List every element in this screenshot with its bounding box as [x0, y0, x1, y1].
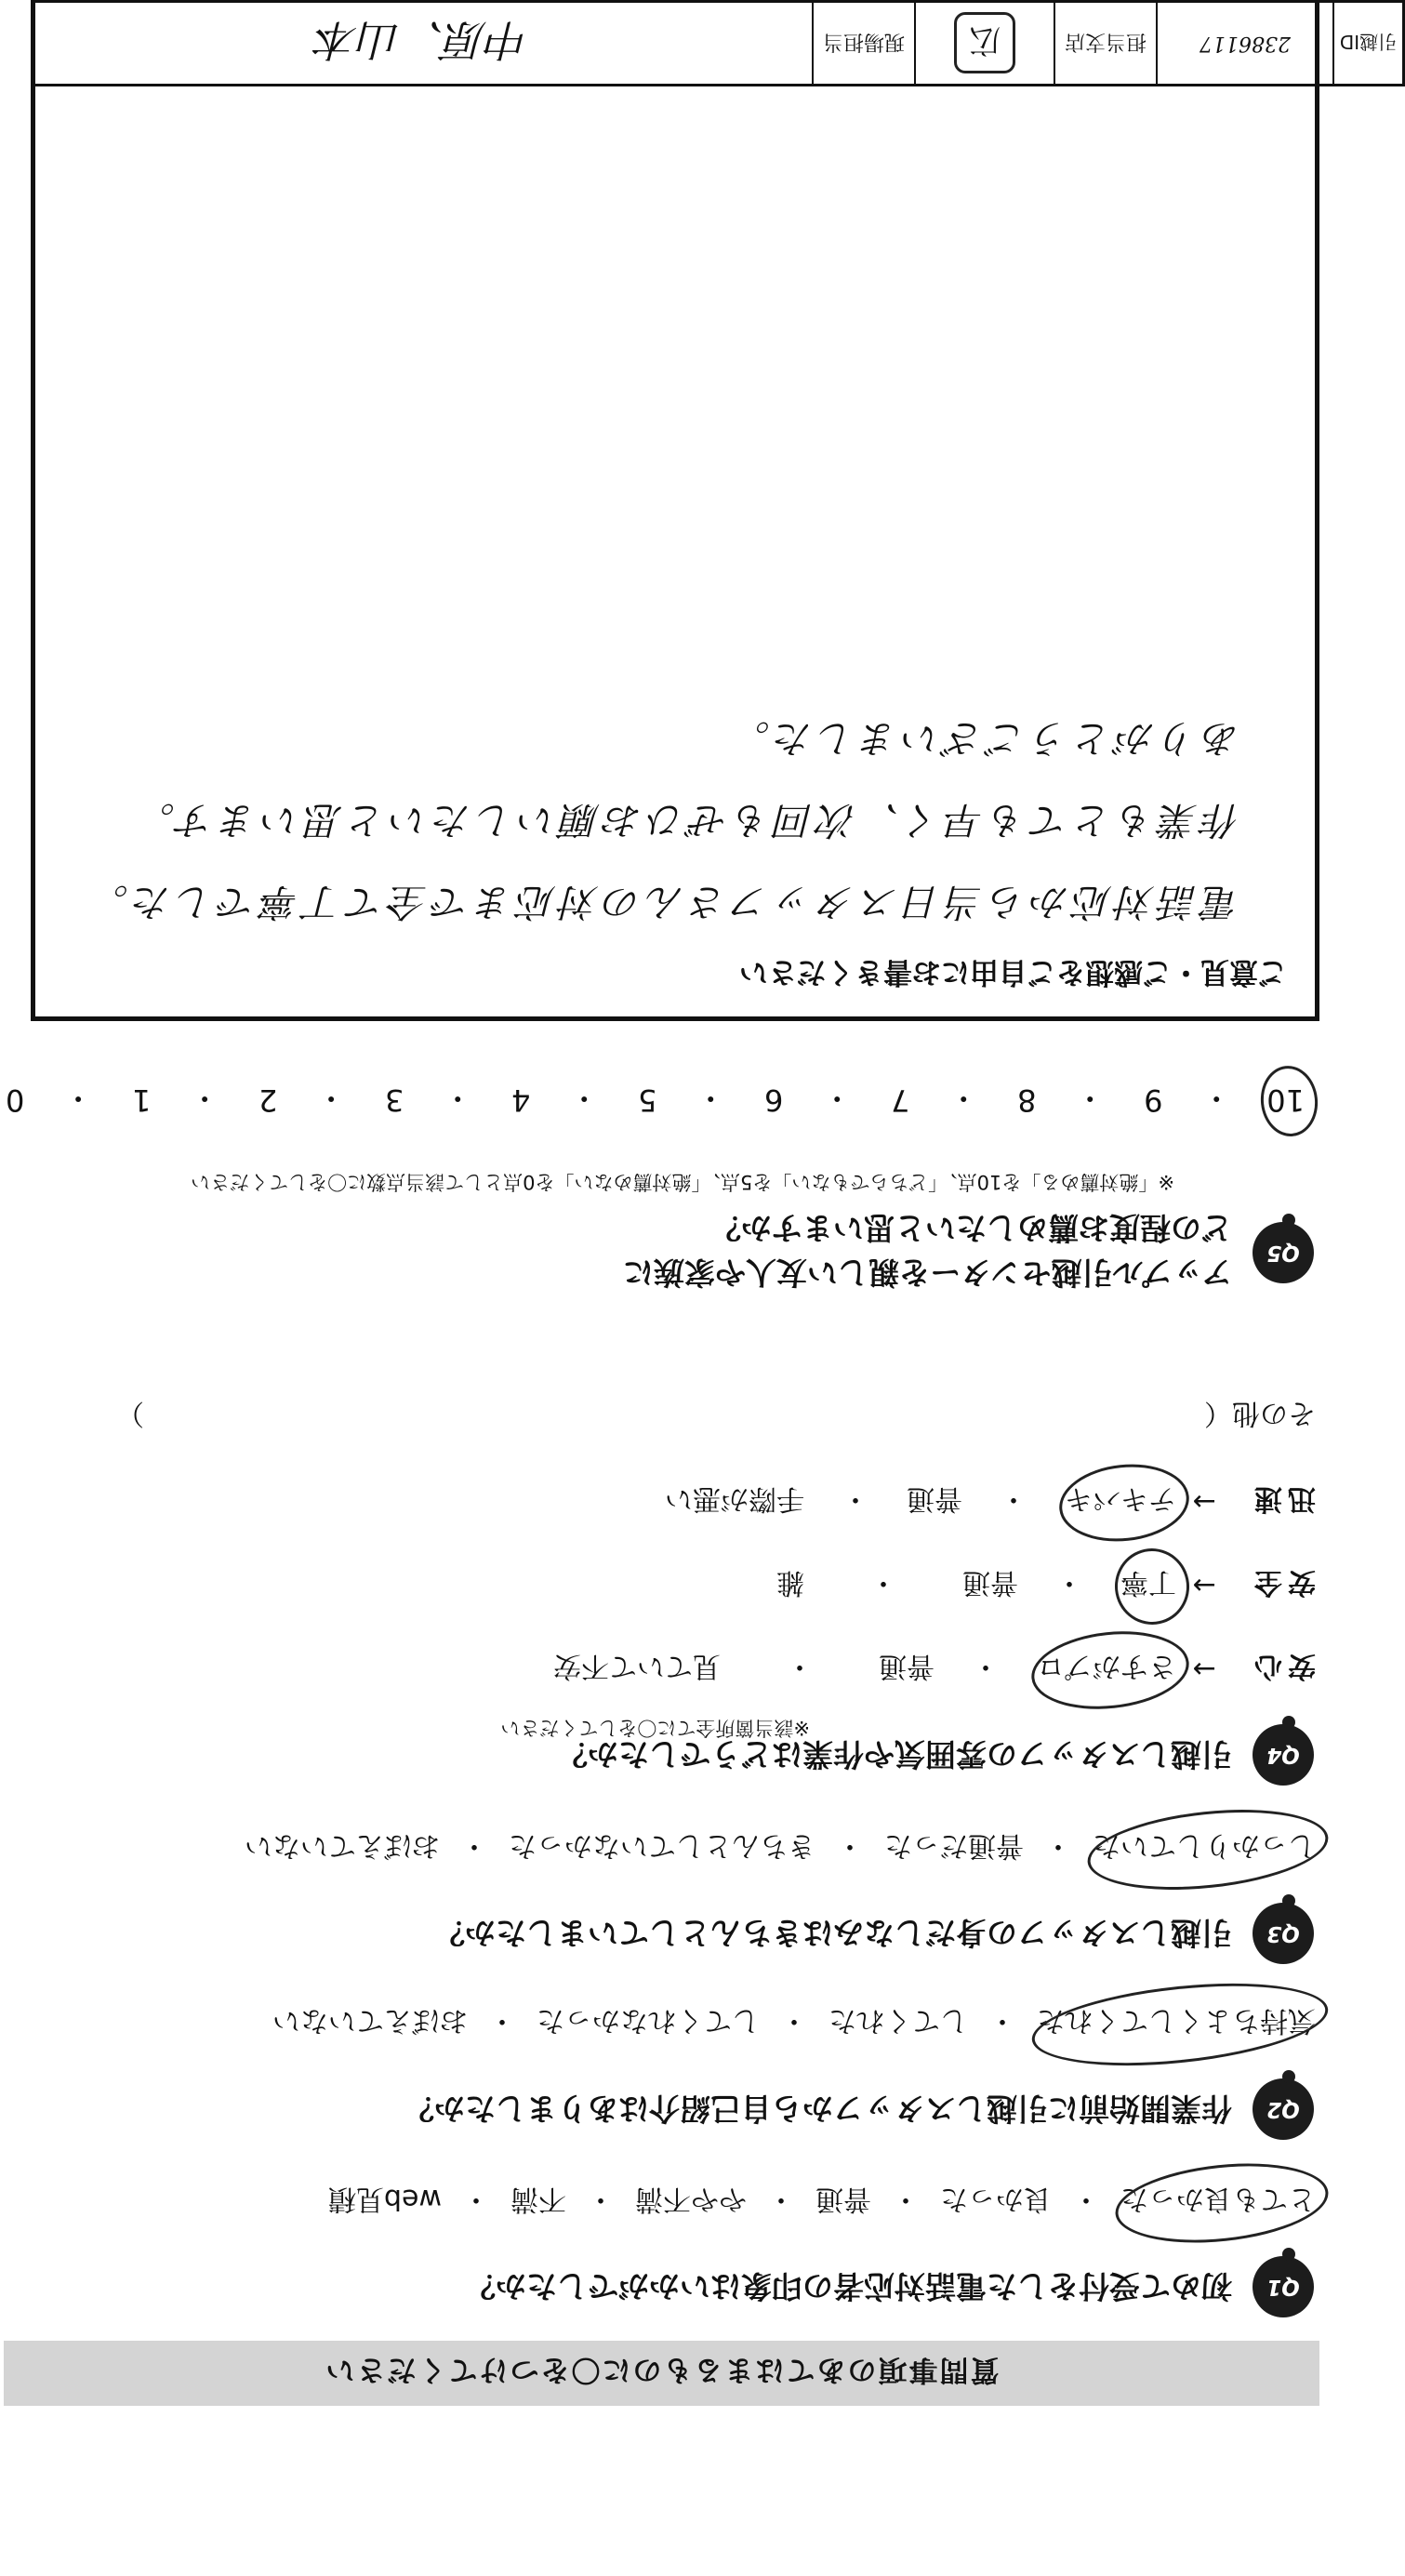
arrow-icon: → [1192, 1653, 1216, 1686]
q4-row-category: 安全 [1249, 1566, 1316, 1599]
q5-score[interactable]: 6 [764, 1082, 784, 1118]
q5-score-selected[interactable]: 10 [1266, 1082, 1305, 1118]
q2-option[interactable]: おぼえていない [272, 2004, 468, 2037]
q1-option[interactable]: web見積 [327, 2183, 442, 2215]
comment-line: 電話対応から当日スタッフさんの対応まで全て丁寧でした。 [86, 880, 1240, 924]
q4-option-selected[interactable]: 丁寧 [1120, 1565, 1176, 1606]
q4-note: ※該当箇所全てに〇をしてください [500, 1717, 810, 1739]
q5-badge: Q5 [1253, 1222, 1314, 1283]
q5-score[interactable]: 3 [385, 1082, 404, 1118]
q5-score[interactable]: 8 [1017, 1082, 1037, 1118]
q4-option[interactable]: 普通 [962, 1566, 1018, 1599]
id-value: 2386117 [1156, 3, 1332, 84]
footer-table [31, 0, 1405, 86]
q5-text-line2: どの程度お薦めしたいと思いますか？ [710, 1210, 1232, 1246]
q1-text: 初めて受付をした電話対応者の印象はいかがでしたか？ [465, 2268, 1232, 2304]
q1-option[interactable]: やや不満 [635, 2183, 747, 2215]
q1-options: とても良かった ・ 良かった ・ 普通 ・ やや不満 ・ 不満 ・ web見積 [328, 2182, 1316, 2223]
q4-option[interactable]: 雑 [776, 1566, 804, 1599]
q5-score[interactable]: 5 [638, 1082, 657, 1118]
q4-row-anshin: 安心 → さすがプロ ・ 普通 ・ 見ていて不安 [553, 1649, 1316, 1690]
q4-other-close: ） [116, 1397, 144, 1429]
q5-scale: 10 ・ 9 ・ 8 ・ 7 ・ 6 ・ 5 ・ 4 ・ 3 ・ 2 ・ 1 ・ 0 [2, 1079, 1305, 1122]
q4-other [116, 1396, 1316, 1437]
q4-row-category: 迅速 [1249, 1482, 1316, 1515]
comment-line: ありがとうございました。 [727, 716, 1240, 761]
q3-option[interactable]: きちんとしていなかった [509, 1829, 815, 1862]
q2-option[interactable]: してくれなかった [537, 2004, 760, 2037]
q4-option[interactable]: 普通 [879, 1650, 934, 1682]
q1-option-selected[interactable]: とても良かった [1120, 2182, 1316, 2223]
q2-options: 気持ちよくしてくれた ・ してくれた ・ してくれなかった ・ おぼえていない [272, 2003, 1316, 2044]
q3-badge: Q3 [1253, 1903, 1314, 1964]
q1-option[interactable]: 普通 [815, 2183, 871, 2215]
q2-text: 作業開始前に引越しスタッフから自己紹介はありましたか？ [404, 2091, 1232, 2127]
q4-row-anzen: 安全 → 丁寧 ・ 普通 ・ 雑 [776, 1565, 1316, 1606]
leader-label: 現場担当 [812, 3, 914, 84]
q1-option[interactable]: 良かった [940, 2183, 1052, 2215]
q2-option[interactable]: してくれた [828, 2004, 968, 2037]
q5-score[interactable]: 0 [5, 1082, 25, 1118]
q5-score[interactable]: 9 [1144, 1082, 1163, 1118]
arrow-icon: → [1192, 1485, 1216, 1519]
q4-row-jinsoku: 迅速 → テキパキ ・ 普通 ・ 手際が悪い [665, 1481, 1316, 1522]
q4-option[interactable]: 手際が悪い [665, 1482, 804, 1515]
comment-line: 作業もとても早く、次回もぜひお願いしたいと思います。 [132, 798, 1240, 843]
q4-row-category: 安心 [1249, 1650, 1316, 1682]
q1-badge: Q1 [1253, 2256, 1314, 2317]
q4-other-label: その他（ [1204, 1397, 1316, 1429]
q1-option[interactable]: 不満 [510, 2183, 566, 2215]
comment-box[interactable] [31, 0, 1319, 1021]
q5-score[interactable]: 4 [511, 1082, 531, 1118]
q3-text: 引越しスタッフの身だしなみはきちんとしていましたか？ [434, 1915, 1232, 1951]
q3-option[interactable]: 普通だった [884, 1829, 1024, 1862]
q3-option-selected[interactable]: しっかりしていた [1093, 1828, 1316, 1869]
arrow-icon: → [1192, 1569, 1216, 1602]
q5-score[interactable]: 7 [891, 1082, 910, 1118]
branch-label: 担当支店 [1054, 3, 1156, 84]
q5-score[interactable]: 2 [258, 1082, 278, 1118]
instruction-banner: 質問事項のあてはまるものに〇をつけてください [4, 2341, 1319, 2406]
q2-badge: Q2 [1253, 2078, 1314, 2140]
q5-text-line1: アップル引越センターを親しい友人や家族に [622, 1255, 1232, 1291]
branch-stamp [914, 3, 1054, 84]
q4-text: 引越しスタッフの雰囲気や作業はどうでしたか？ [557, 1736, 1232, 1773]
q2-option-selected[interactable]: 気持ちよくしてくれた [1037, 2003, 1316, 2044]
q4-badge: Q4 [1253, 1724, 1314, 1786]
q3-option[interactable]: おぼえていない [245, 1829, 440, 1862]
q5-note: ※「絶対薦める」を10点、「どちらでもない」を5点、「絶対薦めない」を0点として該当点数に〇をしてください [191, 1171, 1174, 1193]
id-label: 引越ID [1332, 3, 1402, 84]
q5-score[interactable]: 1 [131, 1082, 152, 1118]
q4-option-selected[interactable]: さすがプロ [1037, 1649, 1176, 1690]
q3-options: しっかりしていた ・ 普通だった ・ きちんとしていなかった ・ おぼえていない [245, 1828, 1316, 1869]
q4-option-selected[interactable]: テキパキ [1065, 1481, 1176, 1522]
staff-names: 中原、山本 [315, 15, 530, 66]
branch-stamp-char: 広 [954, 13, 1015, 74]
q4-option[interactable]: 普通 [907, 1482, 962, 1515]
q4-option[interactable]: 見ていて不安 [553, 1650, 721, 1682]
comment-heading: ご意見・ご感想をご自由にお書きください [739, 955, 1287, 989]
